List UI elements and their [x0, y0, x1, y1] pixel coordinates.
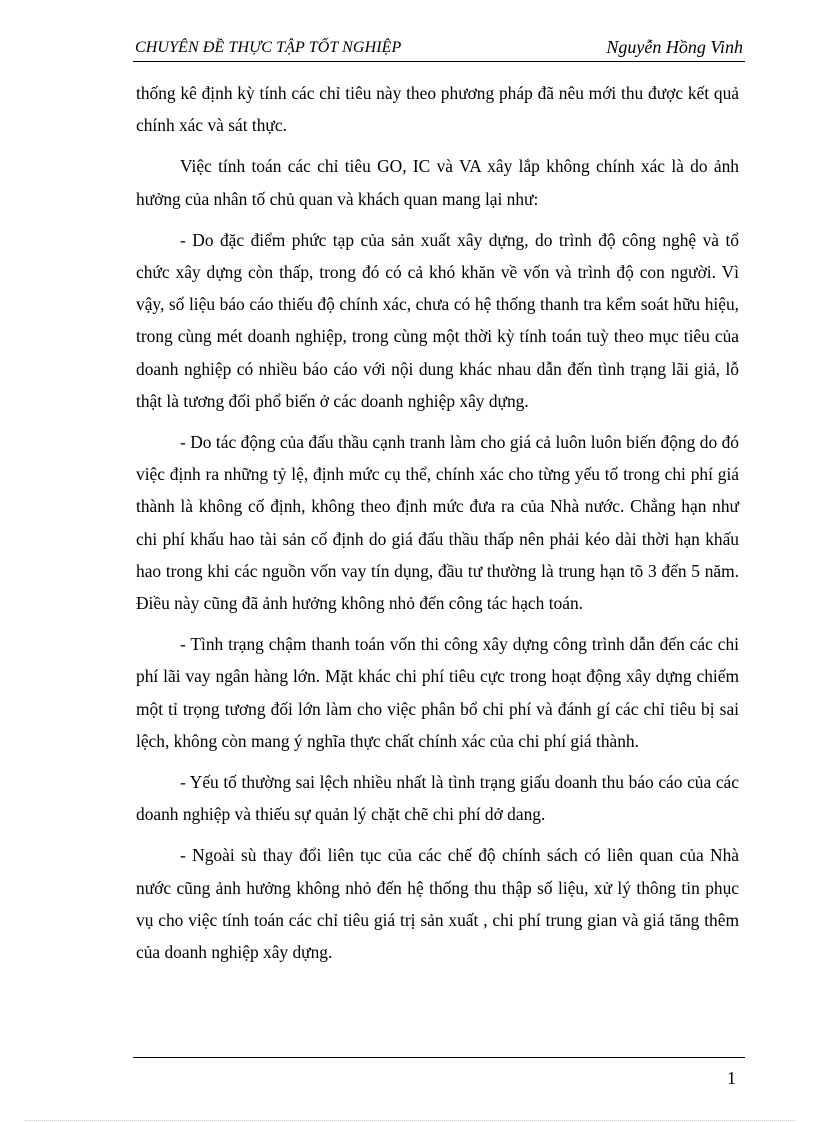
paragraph-continuation: thống kê định kỳ tính các chỉ tiêu này theo phương pháp đã nêu mới thu được kết quả chính xác và sát thực. — [136, 83, 739, 136]
page-bottom-edge — [25, 1120, 795, 1121]
paragraph-intro: Việc tính toán các chỉ tiêu GO, IC và VA xây lắp không chính xác là do ảnh hưởng của nhân tố chủ quan và khách quan mang lại như: — [136, 156, 739, 209]
header-title: CHUYÊN ĐỀ THỰC TẬP TỐT NGHIỆP — [135, 39, 402, 56]
paragraph-bullet-1: - Do đặc điểm phức tạp của sản xuất xây dựng, do trình độ công nghệ và tổ chức xây dựng còn thấp, trong đó có cả khó khăn về vốn và trình độ con người. Vì vậy, số liệu báo cáo thiếu độ chính xác, chưa có hệ thống thanh tra kểm soát hữu hiệu, trong cùng mét doanh nghiệp, trong cùng một thời kỳ tính toán tuỳ theo mục tiêu của doanh nghiệp có nhiều báo cáo với nội dung khác nhau dẫn đến tình trạng lãi giả, lỗ thật là tương đối phổ biến ở các doanh nghiệp xây dựng. — [136, 229, 739, 411]
paragraph-bullet-3: - Tình trạng chậm thanh toán vốn thi công xây dựng công trình dẫn đến các chi phí lãi vay ngân hàng lớn. Mặt khác chi phí tiêu cực trong hoạt động xây dựng chiếm một tỉ trọng tương đối lớn làm cho việc phân bổ chi phí và đánh gí các chỉ tiêu bị sai lệch, không còn mang ý nghĩa thực chất chính xác của chi phí giá thành. — [136, 634, 739, 751]
footer-divider — [133, 1057, 745, 1058]
page-number: 1 — [727, 1068, 736, 1088]
paragraph-bullet-4: - Yếu tố thường sai lệch nhiều nhất là tình trạng giấu doanh thu báo cáo của các doanh nghiệp và thiếu sự quản lý chặt chẽ chi phí dở dang. — [136, 772, 739, 825]
paragraph-bullet-5: - Ngoài sù thay đổi liên tục của các chế độ chính sách có liên quan của Nhà nước cũng ảnh hưởng không nhỏ đến hệ thống thu thập số liệu, xử lý thông tin phục vụ cho việc tính toán các chỉ tiêu giá trị sản xuất , chi phí trung gian và giá tăng thêm của doanh nghiệp xây dựng. — [136, 845, 739, 963]
page-header — [133, 37, 745, 62]
header-author: Nguyễn Hồng Vinh — [606, 37, 743, 57]
paragraph-bullet-2: - Do tác động của đấu thầu cạnh tranh làm cho giá cả luôn luôn biến động do đó việc định ra những tỷ lệ, định mức cụ thể, chính xác cho từng yếu tố trong chi phí giá thành là không cố định, không theo định mức đưa ra của Nhà nước. Chẳng hạn như chi phí khấu hao tài sản cố định do giá đấu thầu thấp nên phải kéo dài thời hạn khấu hao trong khi các nguồn vốn vay tín dụng, đầu tư thường là trung hạn tõ 3 đến 5 năm. Điều này cũng đã ảnh hưởng không nhỏ đến công tác hạch toán. — [136, 432, 739, 614]
document-body — [136, 77, 739, 977]
